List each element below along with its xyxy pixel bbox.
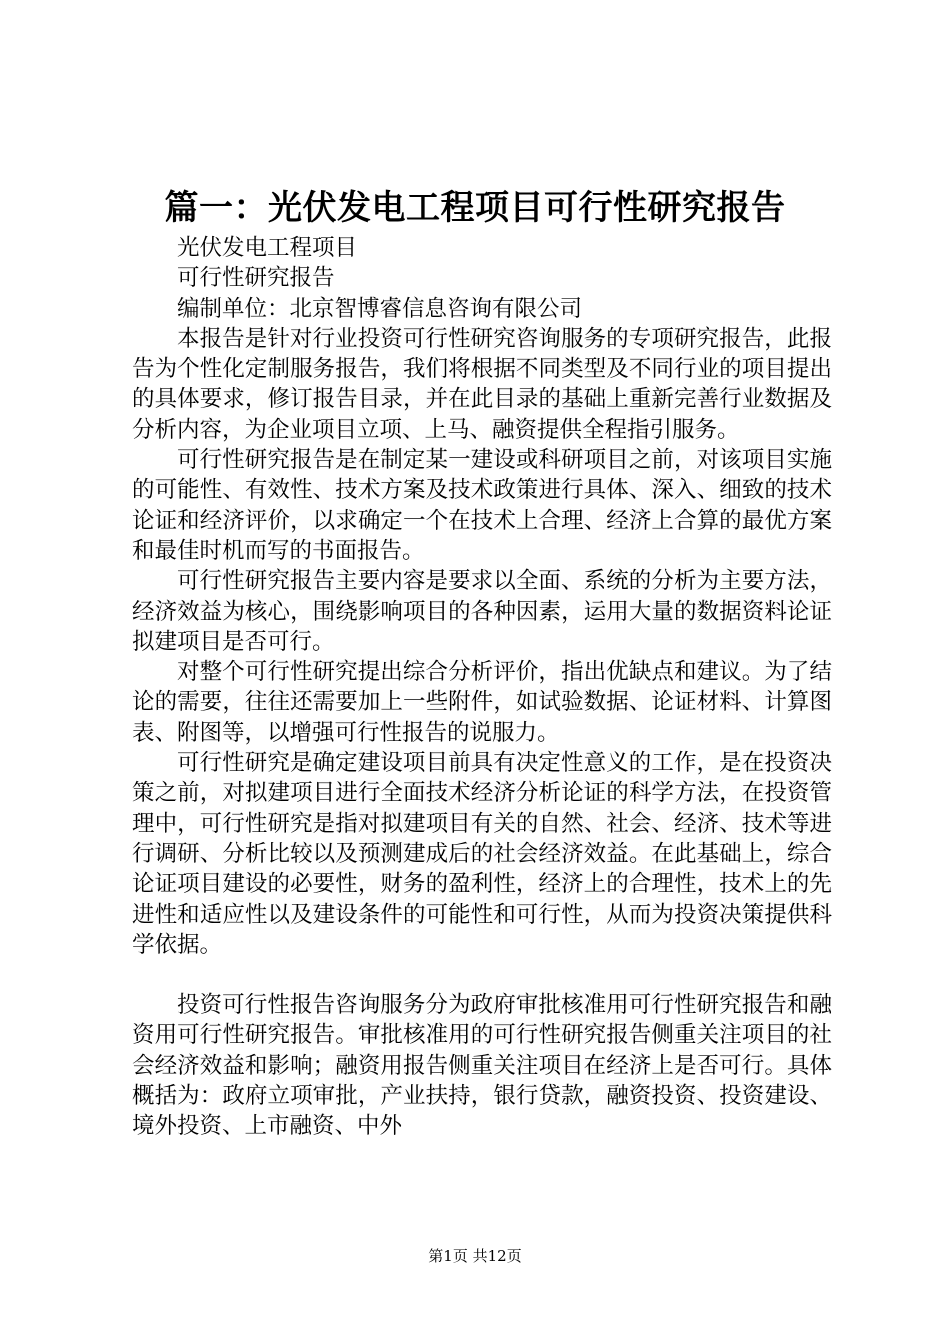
document-body: [132, 233, 832, 1142]
document-title: 篇一：光伏发电工程项目可行性研究报告: [164, 188, 786, 228]
paragraph: 可行性研究报告主要内容是要求以全面、系统的分析为主要方法，经济效益为核心，围绕影响项目的各种因素，运用大量的数据资料论证拟建项目是否可行。: [132, 568, 832, 655]
paragraph: 可行性研究报告是在制定某一建设或科研项目之前，对该项目实施的可能性、有效性、技术方案及技术政策进行具体、深入、细致的技术论证和经济评价，以求确定一个在技术上合理、经济上合算的最优方案和最佳时机而写的书面报告。: [132, 447, 832, 564]
paragraph: 本报告是针对行业投资可行性研究咨询服务的专项研究报告，此报告为个性化定制服务报告，我们将根据不同类型及不同行业的项目提出的具体要求，修订报告目录，并在此目录的基础上重新完善行业数据及分析内容，为企业项目立项、上马、融资提供全程指引服务。: [132, 325, 832, 443]
paragraph: 对整个可行性研究提出综合分析评价，指出优缺点和建议。为了结论的需要，往往还需要加上一些附件，如试验数据、论证材料、计算图表、附图等，以增强可行性报告的说服力。: [132, 659, 832, 746]
paragraph-project-name: 光伏发电工程项目: [177, 235, 358, 261]
page-number-footer: 第1页 共12页: [428, 1247, 522, 1265]
paragraph: 可行性研究是确定建设项目前具有决定性意义的工作，是在投资决策之前，对拟建项目进行全面技术经济分析论证的科学方法，在投资管理中，可行性研究是指对拟建项目有关的自然、社会、经济、技术等进行调研、分析比较以及预测建成后的社会经济效益。在此基础上，综合论证项目建设的必要性，财务的盈利性，经济上的合理性，技术上的先进性和适应性以及建设条件的可能性和可行性，从而为投资决策提供科学依据。: [132, 750, 832, 958]
paragraph: 投资可行性报告咨询服务分为政府审批核准用可行性研究报告和融资用可行性研究报告。审批核准用的可行性研究报告侧重关注项目的社会经济效益和影响；融资用报告侧重关注项目在经济上是否可行。具体概括为：政府立项审批，产业扶持，银行贷款，融资投资、投资建设、境外投资、上市融资、中外: [132, 992, 832, 1140]
paragraph-compiler: 编制单位：北京智博睿信息咨询有限公司: [177, 295, 583, 322]
paragraph-report-type: 可行性研究报告: [177, 265, 335, 292]
